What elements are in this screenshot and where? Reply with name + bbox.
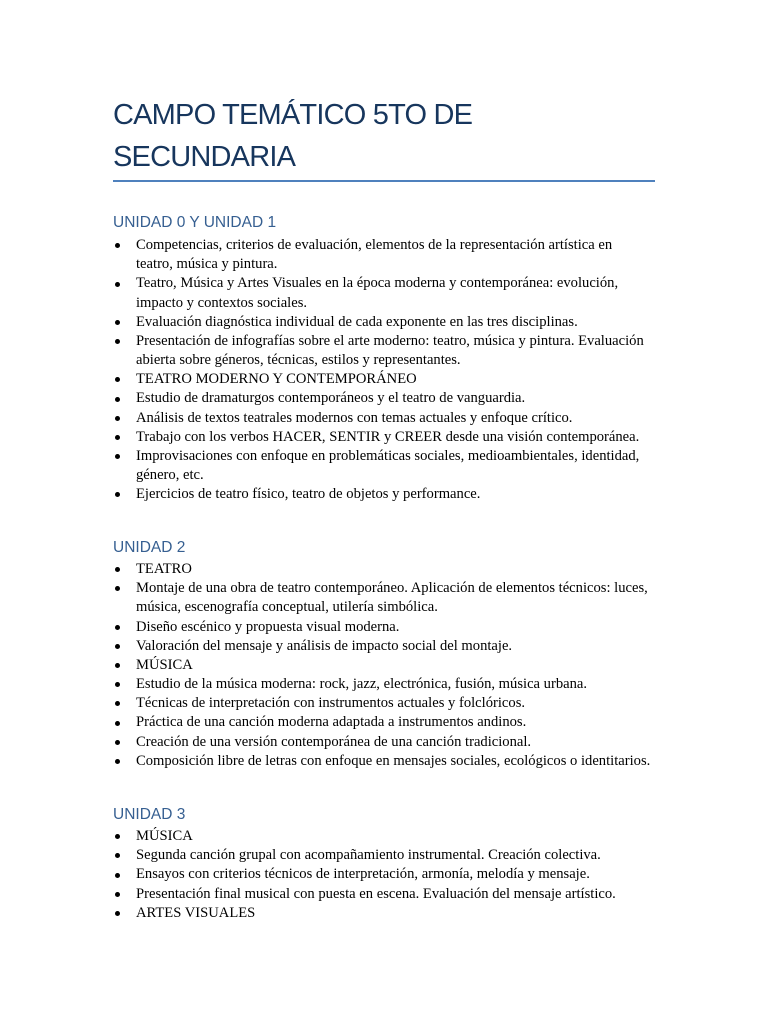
list-item-text: Presentación de infografías sobre el arte moderno: teatro, música y pintura. Evaluación abierta sobre géneros, técnicas, estilos y representantes. xyxy=(136,332,644,369)
list-item xyxy=(113,733,666,752)
list-item xyxy=(113,827,666,846)
list-item-text: Estudio de la música moderna: rock, jazz, electrónica, fusión, música urbana. xyxy=(136,676,588,693)
section-heading-unidad-2: UNIDAD 2 xyxy=(113,539,186,556)
list-item xyxy=(113,428,666,447)
list-item-text: Composición libre de letras con enfoque en mensajes sociales, ecológicos o identitarios. xyxy=(136,752,651,769)
bullet-icon xyxy=(115,625,120,630)
list-item-text: Montaje de una obra de teatro contemporáneo. Aplicación de elementos técnicos: luces, música, escenografía conceptual, utilería simbólica. xyxy=(136,580,648,616)
list-item-text: Creación de una versión contemporánea de una canción tradicional. xyxy=(136,733,532,750)
list-item xyxy=(113,618,666,637)
list-item xyxy=(113,579,666,617)
list-item-text: Diseño escénico y propuesta visual moderna. xyxy=(136,618,400,635)
bullet-icon xyxy=(115,701,120,706)
bullet-icon xyxy=(115,339,120,344)
list-item xyxy=(113,313,666,332)
list-item-text: Teatro, Música y Artes Visuales en la época moderna y contemporánea: evolución, impacto y contextos sociales. xyxy=(136,275,619,311)
bullet-icon xyxy=(115,853,120,858)
section-heading-unidad-3: UNIDAD 3 xyxy=(113,806,186,823)
list-item xyxy=(113,409,666,428)
bullet-icon xyxy=(115,243,120,248)
list-item xyxy=(113,485,666,504)
list-item-text: Práctica de una canción moderna adaptada a instrumentos andinos. xyxy=(136,714,527,731)
list-item xyxy=(113,675,666,694)
list-item xyxy=(113,713,666,732)
list-item xyxy=(113,637,666,656)
bullet-icon xyxy=(115,435,120,440)
bullet-icon xyxy=(115,644,120,649)
list-item-text: Análisis de textos teatrales modernos con temas actuales y enfoque crítico. xyxy=(136,409,573,426)
list-item-text: Ejercicios de teatro físico, teatro de objetos y performance. xyxy=(136,486,481,503)
bullet-icon xyxy=(115,492,120,497)
list-item xyxy=(113,846,666,865)
bullet-icon xyxy=(115,834,120,839)
bullet-icon xyxy=(115,586,120,591)
list-item xyxy=(113,274,666,312)
list-item-text: Improvisaciones con enfoque en problemáticas sociales, medioambientales, identidad, género, etc. xyxy=(136,447,640,484)
bullet-list-unidad-3 xyxy=(113,827,666,923)
bullet-icon xyxy=(115,320,120,325)
list-item-text: Competencias, criterios de evaluación, elementos de la representación artística en teatro, música y pintura. xyxy=(136,237,613,273)
bullet-icon xyxy=(115,567,120,572)
bullet-icon xyxy=(115,892,120,897)
list-item xyxy=(113,694,666,713)
list-item xyxy=(113,904,666,923)
list-item xyxy=(113,447,666,485)
bullet-icon xyxy=(115,282,120,287)
list-item-text: Valoración del mensaje y análisis de impacto social del montaje. xyxy=(136,637,513,654)
bullet-icon xyxy=(115,911,120,916)
list-item-text: TEATRO xyxy=(136,561,192,577)
bullet-icon xyxy=(115,663,120,668)
bullet-icon xyxy=(115,682,120,687)
list-item-text: ARTES VISUALES xyxy=(136,904,256,921)
bullet-icon xyxy=(115,721,120,726)
list-item-text: Estudio de dramaturgos contemporáneos y el teatro de vanguardia. xyxy=(136,390,526,407)
section-heading-unidad-0-1: UNIDAD 0 Y UNIDAD 1 xyxy=(113,214,277,231)
title-underline xyxy=(113,180,655,182)
bullet-icon xyxy=(115,397,120,402)
list-item-text: Técnicas de interpretación con instrumentos actuales y folclóricos. xyxy=(136,695,526,712)
list-item xyxy=(113,752,666,771)
bullet-list-unidad-0-1 xyxy=(113,236,666,504)
bullet-icon xyxy=(115,759,120,764)
bullet-icon xyxy=(115,740,120,745)
list-item xyxy=(113,560,666,579)
list-item xyxy=(113,370,666,389)
list-item-text: Evaluación diagnóstica individual de cada exponente en las tres disciplinas. xyxy=(136,313,578,330)
list-item xyxy=(113,389,666,408)
list-item xyxy=(113,865,666,884)
list-item xyxy=(113,885,666,904)
list-item-text: MÚSICA xyxy=(136,828,193,844)
document-title: CAMPO TEMÁTICO 5TO DE SECUNDARIA xyxy=(113,99,473,173)
list-item xyxy=(113,656,666,675)
bullet-icon xyxy=(115,377,120,382)
bullet-list-unidad-2 xyxy=(113,560,666,771)
list-item xyxy=(113,236,666,274)
list-item-text: TEATRO MODERNO Y CONTEMPORÁNEO xyxy=(136,371,417,388)
list-item-text: Ensayos con criterios técnicos de interpretación, armonía, melodía y mensaje. xyxy=(136,866,590,883)
list-item xyxy=(113,332,666,370)
list-item-text: MÚSICA xyxy=(136,656,193,673)
list-item-text: Segunda canción grupal con acompañamiento instrumental. Creación colectiva. xyxy=(136,847,601,864)
bullet-icon xyxy=(115,454,120,459)
list-item-text: Presentación final musical con puesta en escena. Evaluación del mensaje artístico. xyxy=(136,885,616,902)
list-item-text: Trabajo con los verbos HACER, SENTIR y CREER desde una visión contemporánea. xyxy=(136,428,640,445)
bullet-icon xyxy=(115,416,120,421)
bullet-icon xyxy=(115,873,120,878)
